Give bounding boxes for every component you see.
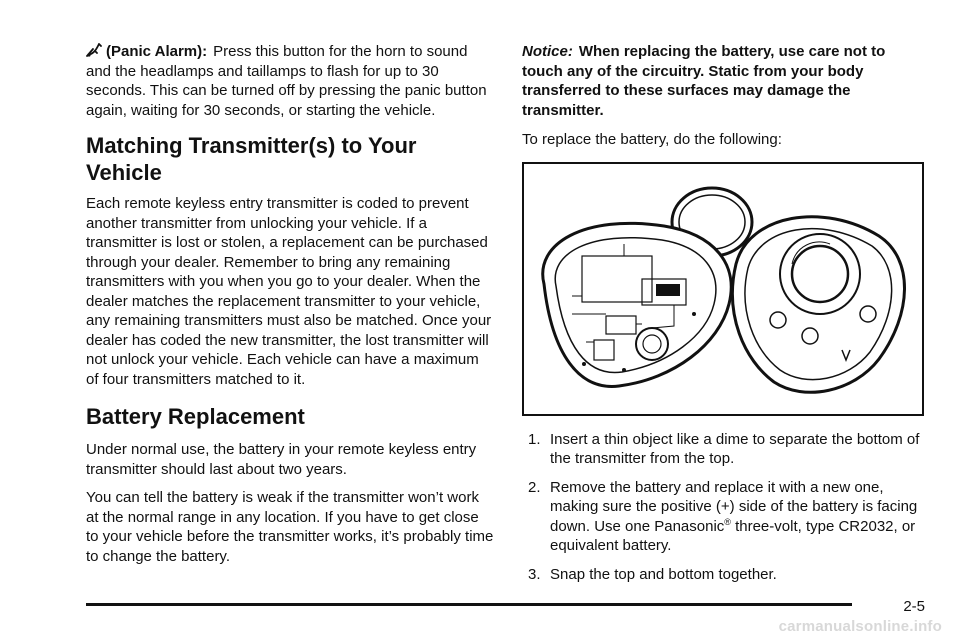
- watermark-text: carmanualsonline.info: [778, 618, 942, 635]
- step-number: 1.: [528, 430, 541, 448]
- step-text-after: three-volt, type CR2032, or equivalent battery.: [550, 517, 916, 554]
- transmitter-illustration: [522, 162, 924, 416]
- notice-paragraph: [522, 42, 928, 120]
- notice-text: When replacing the battery, use care not to touch any of the circuitry. Static from your body transferred to these surfaces may damage the transmitter.: [522, 43, 886, 119]
- page-number: 2-5: [903, 598, 925, 615]
- step-number: 2.: [528, 478, 541, 496]
- matching-heading-line2: Vehicle: [86, 160, 162, 185]
- step-text: Insert a thin object like a dime to separate the bottom of the transmitter from the top.: [550, 430, 920, 467]
- panic-alarm-text: Press this button for the horn to sound and the headlamps and taillamps to flash for up to 30 seconds. This can be turned off by pressing the panic button again, waiting for 30 seconds, or starting the vehicle.: [86, 43, 487, 119]
- matching-paragraph: Each remote keyless entry transmitter is coded to prevent another transmitter from unlocking your vehicle. If a transmitter is lost or stolen, a replacement can be purchased through your dealer. Remember to bring any remaining transmitters with you when you go to your dealer. When the dealer matches the replacement transmitter to your vehicle, any remaining transmitters must also be matched. Once your dealer has coded the new transmitter, the lost transmitter will not unlock your vehicle. Each vehicle can have a maximum of four transmitters matched to it.: [86, 195, 492, 388]
- battery-paragraph-2: You can tell the battery is weak if the transmitter won’t work at the normal range in any location. If you have to get close to your vehicle before the transmitter works, it’s probably time to change the battery.: [86, 489, 494, 565]
- footer-rule: [86, 603, 852, 606]
- panic-alarm-label: (Panic Alarm):: [106, 43, 208, 60]
- step-number: 3.: [528, 565, 541, 583]
- step-item: [522, 430, 928, 469]
- instructions-intro: To replace the battery, do the following:: [522, 131, 782, 148]
- step-text: Snap the top and bottom together.: [550, 565, 777, 583]
- registered-mark: ®: [724, 516, 731, 527]
- steps-list: [522, 430, 928, 585]
- panic-alarm-paragraph: [86, 42, 494, 120]
- matching-heading-line1: Matching Transmitter(s) to Your: [86, 133, 417, 158]
- matching-heading: [86, 132, 494, 186]
- horn-icon: [86, 43, 102, 57]
- step-text-before: Remove the battery and replace it with a new one, making sure the positive (+) side of the battery is facing down. Use one Panasonic: [550, 478, 918, 535]
- transmitter-drawing: [524, 164, 922, 414]
- battery-paragraph-1: Under normal use, the battery in your remote keyless entry transmitter should last about two years.: [86, 441, 477, 478]
- battery-heading: Battery Replacement: [86, 404, 305, 429]
- step-item: [522, 478, 928, 556]
- notice-label: Notice:: [522, 43, 573, 60]
- left-column: [86, 42, 494, 566]
- step-item: [522, 565, 928, 585]
- right-column: [522, 42, 928, 593]
